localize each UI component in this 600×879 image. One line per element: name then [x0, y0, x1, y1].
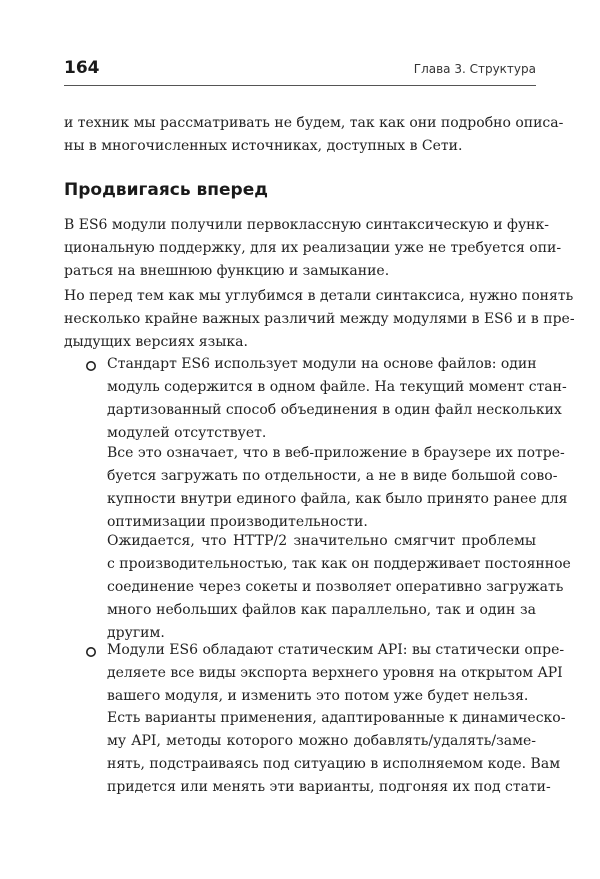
page-header	[64, 58, 536, 80]
paragraph	[64, 214, 562, 283]
circle-bullet-icon	[85, 646, 97, 658]
text-line: и техник мы рассматривать не будем, так как они подробно описа-	[64, 115, 564, 131]
text-line: Ожидается, что HTTP/2 значительно смягчит проблемы	[107, 533, 536, 549]
text-line: дыдущих версиях языка.	[64, 334, 248, 350]
text-line: с производительностью, так как он поддерживает постоянное	[107, 556, 571, 572]
text-line: много небольших файлов как параллельно, так и один за	[107, 602, 536, 618]
text-line: дартизованный способ объединения в один файл нескольких	[107, 402, 562, 418]
text-line: буется загружать по отдельности, а не в виде большой сово-	[107, 468, 558, 484]
bullet-lead-paragraph	[107, 353, 567, 445]
text-line: Стандарт ES6 использует модули на основе файлов: один	[107, 356, 537, 372]
text-line: Все это означает, что в веб-приложение в браузере их потре-	[107, 445, 565, 461]
text-line: ны в многочисленных источниках, доступных в Сети.	[64, 138, 463, 154]
bullet-followup-paragraph	[107, 707, 566, 799]
text-line: несколько крайне важных различий между модулями в ES6 и в пре-	[64, 311, 575, 327]
intro-paragraph	[64, 112, 564, 158]
page-number: 164	[64, 58, 100, 78]
text-line: Есть варианты применения, адаптированные к динамическо-	[107, 710, 566, 726]
bullet-followup-paragraph	[107, 442, 568, 534]
text-line: вашего модуля, и изменить это потом уже будет нельзя.	[107, 688, 529, 704]
running-chapter-title: Глава 3. Структура	[413, 62, 536, 76]
circle-bullet-icon	[85, 360, 97, 372]
text-line: соединение через сокеты и позволяет оперативно загружать	[107, 579, 564, 595]
text-line: Модули ES6 обладают статическим API: вы статически опре-	[107, 642, 565, 658]
text-line: деляете все виды экспорта верхнего уровня на открытом API	[107, 665, 563, 681]
text-line: Но перед тем как мы углубимся в детали синтаксиса, нужно понять	[64, 288, 574, 304]
paragraph	[64, 285, 575, 354]
text-line: другим.	[107, 625, 165, 641]
header-divider	[64, 85, 536, 86]
text-line: купности внутри единого файла, как было принято ранее для	[107, 491, 568, 507]
section-title: Продвигаясь вперед	[64, 180, 268, 200]
text-line: оптимизации производительности.	[107, 514, 368, 530]
text-line: модуль содержится в одном файле. На текущий момент стан-	[107, 379, 567, 395]
text-line: придется или менять эти варианты, подгоняя их под стати-	[107, 779, 551, 795]
text-line: му API, методы которого можно добавлять/удалять/заме-	[107, 733, 536, 749]
text-line: нять, подстраиваясь под ситуацию в исполняемом коде. Вам	[107, 756, 561, 772]
text-line: В ES6 модули получили первоклассную синтаксическую и функ-	[64, 217, 549, 233]
bullet-lead-paragraph	[107, 639, 565, 708]
text-line: модулей отсутствует.	[107, 425, 267, 441]
text-line: циональную поддержку, для их реализации уже не требуется опи-	[64, 240, 562, 256]
text-line: раться на внешнюю функцию и замыкание.	[64, 263, 390, 279]
bullet-followup-paragraph	[107, 530, 571, 645]
